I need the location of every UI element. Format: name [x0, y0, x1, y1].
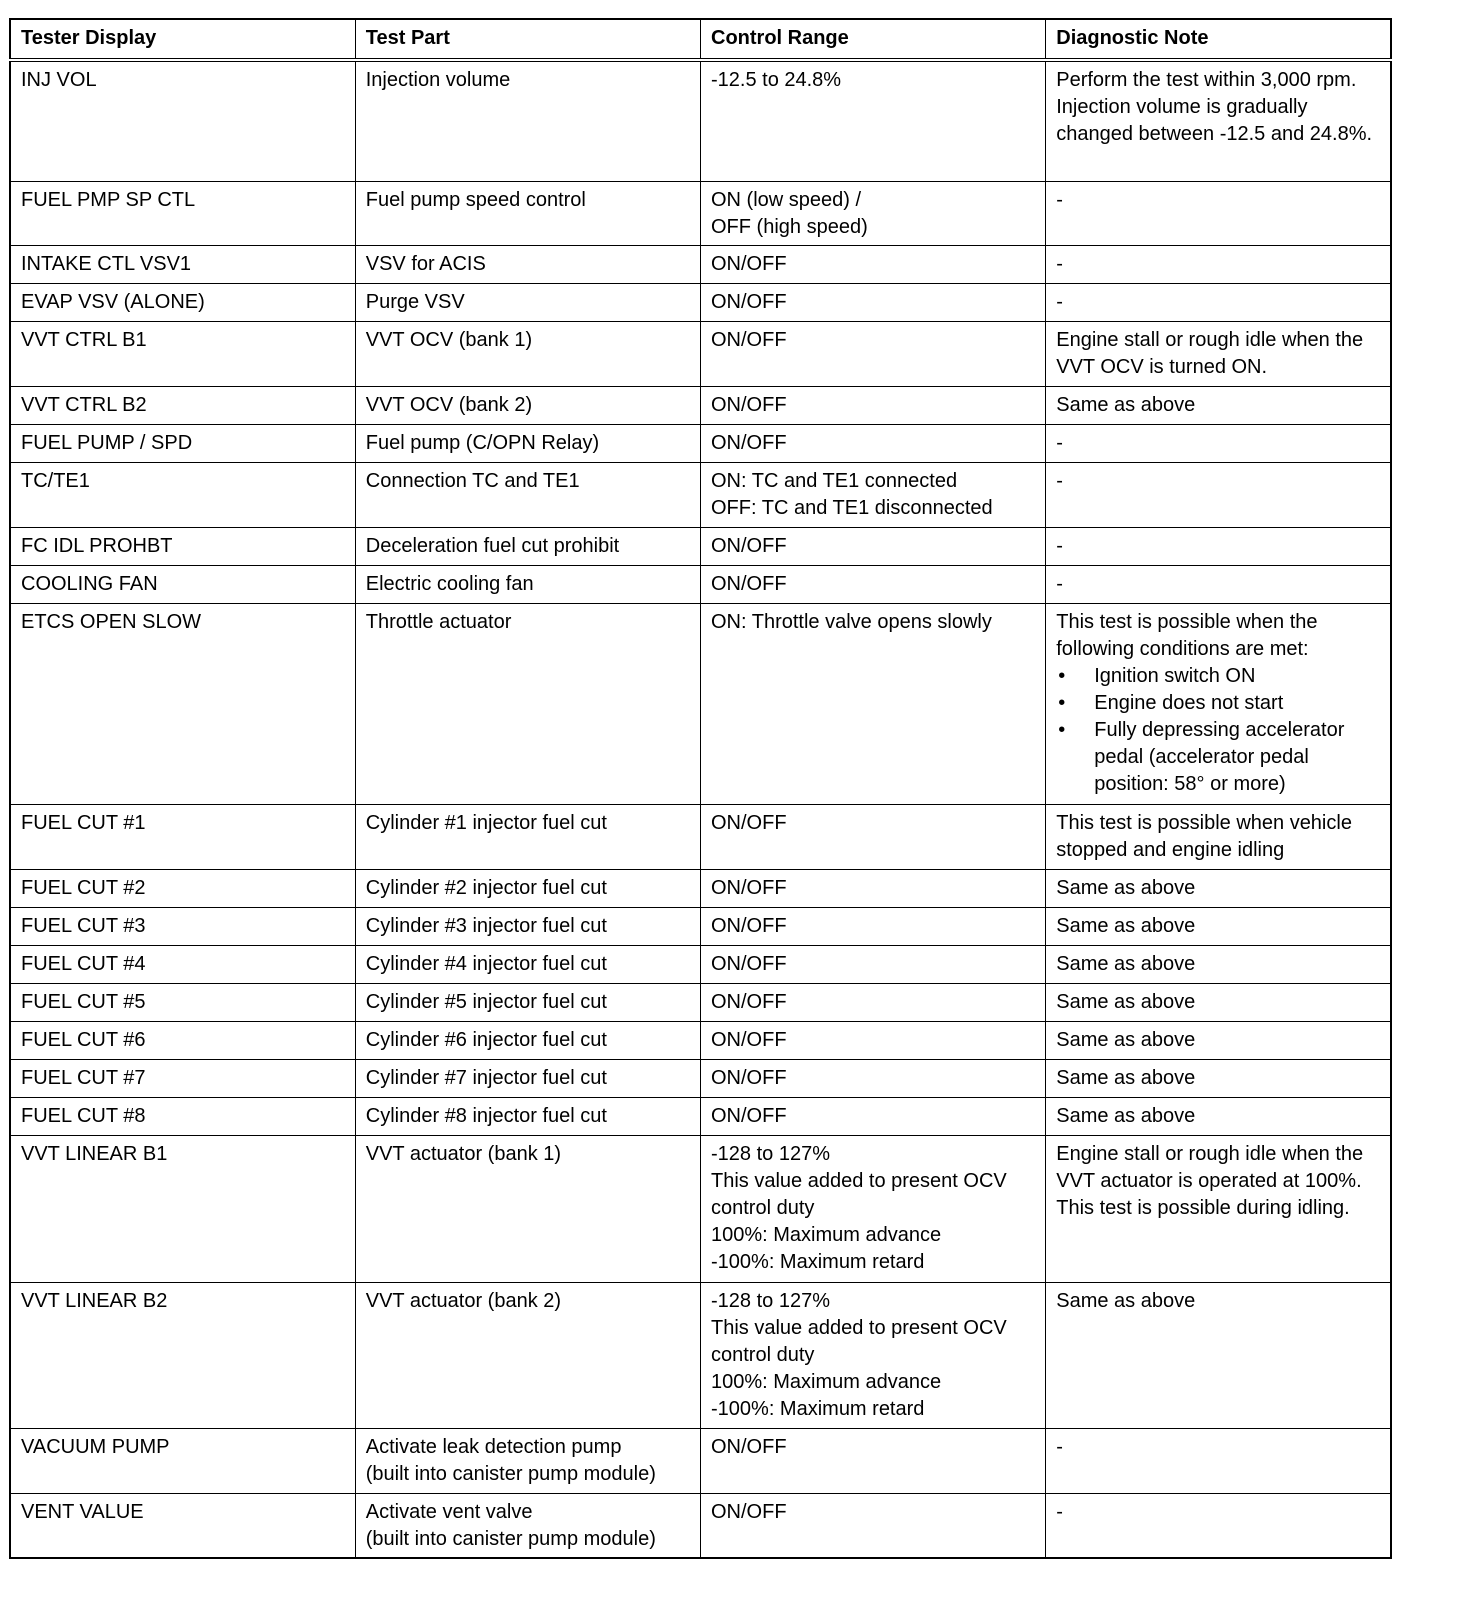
tester-display-cell — [10, 463, 355, 528]
diagnostic-note-cell-text: Same as above — [1056, 1290, 1196, 1312]
tester-display-cell-text: FUEL CUT #8 — [21, 1105, 146, 1127]
test-part-cell-text: Cylinder #7 injector fuel cut — [365, 1067, 607, 1089]
control-range-cell-text: ON/OFF — [711, 432, 787, 454]
control-range-cell-text: ON/OFF — [711, 877, 787, 899]
control-range-cell — [701, 463, 1046, 528]
diagnostic-note-cell — [1046, 1283, 1391, 1429]
tester-display-cell-text: VVT LINEAR B1 — [21, 1143, 168, 1165]
table-row — [10, 1136, 1391, 1283]
tester-display-cell-text: FUEL CUT #4 — [21, 953, 146, 975]
diagnostic-note-cell-text: Engine stall or rough idle when the VVT actuator is operated at 100%. This test is possible during idling. — [1056, 1143, 1364, 1219]
test-part-cell — [355, 908, 700, 946]
diagnostic-note-cell-text: - — [1056, 189, 1063, 211]
tester-display-cell — [10, 387, 355, 425]
tester-display-cell — [10, 566, 355, 604]
test-part-cell-text: Fuel pump speed control — [365, 189, 586, 211]
test-part-cell — [355, 1098, 700, 1136]
test-part-cell-text: VSV for ACIS — [365, 253, 486, 275]
diagnostic-note-cell-text: Same as above — [1056, 915, 1196, 937]
test-part-cell-text: Cylinder #5 injector fuel cut — [365, 991, 607, 1013]
test-part-cell-text: Fuel pump (C/OPN Relay) — [365, 432, 600, 454]
table-row — [10, 566, 1391, 604]
control-range-cell — [701, 284, 1046, 322]
tester-display-cell-text: FUEL PUMP / SPD — [21, 432, 193, 454]
control-range-cell — [701, 604, 1046, 805]
tester-display-cell — [10, 805, 355, 870]
tester-display-cell-text: VACUUM PUMP — [21, 1436, 170, 1458]
header-row — [10, 19, 1391, 60]
test-part-cell — [355, 1283, 700, 1429]
table-row — [10, 182, 1391, 246]
condition-item: • Ignition switch ON — [1056, 663, 1380, 690]
test-part-cell-text: Deceleration fuel cut prohibit — [365, 535, 620, 557]
test-part-cell-text: Throttle actuator — [365, 611, 512, 633]
tester-display-cell-text: VVT CTRL B2 — [21, 394, 147, 416]
tester-display-cell — [10, 528, 355, 566]
tester-display-cell-text: EVAP VSV (ALONE) — [21, 291, 205, 313]
control-range-cell — [701, 805, 1046, 870]
test-part-cell — [355, 870, 700, 908]
diagnostic-note-cell — [1046, 946, 1391, 984]
test-part-cell — [355, 1060, 700, 1098]
control-range-cell — [701, 1136, 1046, 1283]
table-row — [10, 604, 1391, 805]
tester-display-cell-text: FUEL CUT #1 — [21, 812, 146, 834]
tester-display-cell — [10, 1283, 355, 1429]
test-part-cell — [355, 805, 700, 870]
diagnostic-note-cell-text: This test is possible when vehicle stopped and engine idling — [1056, 812, 1352, 861]
control-range-cell-text: ON/OFF — [711, 329, 787, 351]
control-range-cell-text: ON/OFF — [711, 291, 787, 313]
table-row — [10, 528, 1391, 566]
test-part-cell-text: Cylinder #3 injector fuel cut — [365, 915, 607, 937]
diagnostic-note-cell — [1046, 528, 1391, 566]
diagnostic-note-cell — [1046, 1429, 1391, 1494]
diagnostic-note-cell-text: Same as above — [1056, 1067, 1196, 1089]
tester-display-cell-text: FUEL CUT #5 — [21, 991, 146, 1013]
tester-display-cell — [10, 60, 355, 182]
control-range-cell-text: ON/OFF — [711, 1436, 787, 1458]
test-part-cell — [355, 425, 700, 463]
test-part-cell — [355, 182, 700, 246]
test-part-cell — [355, 604, 700, 805]
table-row — [10, 946, 1391, 984]
diagnostic-note-cell — [1046, 246, 1391, 284]
control-range-cell-text: ON/OFF — [711, 953, 787, 975]
tester-display-cell-text: COOLING FAN — [21, 573, 158, 595]
control-range-cell — [701, 246, 1046, 284]
control-range-cell — [701, 566, 1046, 604]
test-part-cell — [355, 246, 700, 284]
control-range-cell — [701, 1098, 1046, 1136]
table-row — [10, 870, 1391, 908]
diagnostic-note-cell-text: Same as above — [1056, 991, 1196, 1013]
table-row — [10, 805, 1391, 870]
control-range-cell-text: ON/OFF — [711, 1067, 787, 1089]
table-row — [10, 387, 1391, 425]
control-range-cell — [701, 1022, 1046, 1060]
condition-item: • Fully depressing accelerator pedal (accelerator pedal position: 58° or more) — [1056, 717, 1380, 798]
diagnostic-note-cell — [1046, 870, 1391, 908]
table-row — [10, 1283, 1391, 1429]
test-part-cell — [355, 284, 700, 322]
diagnostic-note-cell — [1046, 387, 1391, 425]
control-range-cell — [701, 425, 1046, 463]
tester-display-cell-text: FUEL PMP SP CTL — [21, 189, 196, 211]
diagnostic-note-cell-text: - — [1056, 535, 1063, 557]
tester-display-cell — [10, 1060, 355, 1098]
table-row — [10, 425, 1391, 463]
control-range-cell — [701, 908, 1046, 946]
diagnostic-note-cell-text: Same as above — [1056, 1029, 1196, 1051]
tester-display-cell-text: VENT VALUE — [21, 1501, 144, 1523]
tester-display-cell — [10, 246, 355, 284]
control-range-cell-text: ON: TC and TE1 connected OFF: TC and TE1 disconnected — [711, 470, 993, 519]
diagnostic-note-cell — [1046, 1136, 1391, 1283]
tester-display-cell-text: FUEL CUT #7 — [21, 1067, 146, 1089]
control-range-cell — [701, 182, 1046, 246]
diagnostic-note-cell — [1046, 908, 1391, 946]
diagnostic-note-cell — [1046, 604, 1391, 805]
test-part-cell — [355, 322, 700, 387]
table-row — [10, 984, 1391, 1022]
table-row — [10, 908, 1391, 946]
table-row — [10, 1429, 1391, 1494]
diagnostic-note-cell — [1046, 1494, 1391, 1559]
control-range-cell-text: -128 to 127% This value added to present OCV control duty 100%: Maximum advance -100%: Maximum retard — [711, 1290, 1007, 1420]
tester-display-cell-text: FUEL CUT #2 — [21, 877, 146, 899]
test-part-cell-text: Cylinder #4 injector fuel cut — [365, 953, 607, 975]
control-range-cell-text: -12.5 to 24.8% — [711, 69, 842, 91]
tester-display-cell — [10, 908, 355, 946]
header-control-range: Control Range — [701, 19, 1046, 60]
control-range-cell — [701, 1494, 1046, 1559]
table-row — [10, 1022, 1391, 1060]
table-row — [10, 1060, 1391, 1098]
diagnostic-note-cell-text: - — [1056, 291, 1063, 313]
test-part-cell-text: Electric cooling fan — [365, 573, 534, 595]
table-row — [10, 1098, 1391, 1136]
diagnostic-note-cell-text: Same as above — [1056, 877, 1196, 899]
diagnostic-note-cell — [1046, 984, 1391, 1022]
test-part-cell-text: Cylinder #2 injector fuel cut — [365, 877, 607, 899]
control-range-cell — [701, 984, 1046, 1022]
test-part-cell-text: VVT OCV (bank 2) — [365, 394, 533, 416]
test-part-cell-text: Cylinder #6 injector fuel cut — [365, 1029, 607, 1051]
diagnostic-note-cell-text: Perform the test within 3,000 rpm. Injection volume is gradually changed between -12.5 and 24.8%. — [1056, 69, 1373, 145]
tester-display-cell-text: VVT LINEAR B2 — [21, 1290, 168, 1312]
diagnostic-note-cell — [1046, 182, 1391, 246]
test-part-cell-text: Injection volume — [365, 69, 511, 91]
diagnostic-note-cell — [1046, 60, 1391, 182]
table-row — [10, 322, 1391, 387]
tester-display-cell-text: INTAKE CTL VSV1 — [21, 253, 192, 275]
table-row — [10, 463, 1391, 528]
diagnostic-note-cell-text: Engine stall or rough idle when the VVT OCV is turned ON. — [1056, 329, 1364, 378]
test-part-cell — [355, 528, 700, 566]
tester-display-cell-text: FC IDL PROHBT — [21, 535, 173, 557]
diagnostic-note-cell-text: - — [1056, 1436, 1063, 1458]
diagnostic-note-cell — [1046, 425, 1391, 463]
tester-display-cell — [10, 870, 355, 908]
table-row — [10, 246, 1391, 284]
condition-item: • Engine does not start — [1056, 690, 1380, 717]
diagnostic-note-cell-text: - — [1056, 253, 1063, 275]
tester-display-cell — [10, 604, 355, 805]
diagnostic-note-cell-text: Same as above — [1056, 394, 1196, 416]
control-range-cell-text: ON/OFF — [711, 1029, 787, 1051]
tester-display-cell — [10, 284, 355, 322]
test-part-cell — [355, 946, 700, 984]
diagnostic-note-cell — [1046, 805, 1391, 870]
tester-display-cell — [10, 1429, 355, 1494]
diagnostic-note-cell-text: - — [1056, 573, 1063, 595]
test-part-cell-text: Cylinder #1 injector fuel cut — [365, 812, 607, 834]
control-range-cell — [701, 870, 1046, 908]
control-range-cell-text: ON/OFF — [711, 991, 787, 1013]
tester-display-cell — [10, 1098, 355, 1136]
control-range-cell-text: ON: Throttle valve opens slowly — [711, 611, 992, 633]
tester-display-cell-text: VVT CTRL B1 — [21, 329, 147, 351]
tester-display-cell — [10, 182, 355, 246]
control-range-cell-text: -128 to 127% This value added to present OCV control duty 100%: Maximum advance -100%: Maximum retard — [711, 1143, 1007, 1273]
tester-display-cell — [10, 984, 355, 1022]
condition-list — [1056, 663, 1380, 798]
diagnostic-note-cell — [1046, 463, 1391, 528]
diagnostic-note-cell-text: Same as above — [1056, 953, 1196, 975]
test-part-cell-text: Cylinder #8 injector fuel cut — [365, 1105, 607, 1127]
test-part-cell — [355, 387, 700, 425]
tester-display-cell — [10, 425, 355, 463]
diagnostic-note-cell-text: Same as above — [1056, 1105, 1196, 1127]
control-range-cell-text: ON/OFF — [711, 535, 787, 557]
test-part-cell-text: Activate leak detection pump (built into canister pump module) — [365, 1436, 656, 1485]
control-range-cell — [701, 60, 1046, 182]
diagnostic-note-cell — [1046, 1022, 1391, 1060]
table-row — [10, 1494, 1391, 1559]
tester-display-cell-text: ETCS OPEN SLOW — [21, 611, 202, 633]
diagnostic-note-cell-text: - — [1056, 1501, 1063, 1523]
active-test-table — [9, 18, 1392, 1559]
control-range-cell-text: ON/OFF — [711, 1501, 787, 1523]
control-range-cell-text: ON/OFF — [711, 1105, 787, 1127]
diagnostic-note-cell — [1046, 1060, 1391, 1098]
control-range-cell-text: ON/OFF — [711, 915, 787, 937]
control-range-cell — [701, 528, 1046, 566]
test-part-cell — [355, 1494, 700, 1559]
control-range-cell-text: ON (low speed) / OFF (high speed) — [711, 189, 868, 238]
control-range-cell — [701, 946, 1046, 984]
tester-display-cell — [10, 1136, 355, 1283]
control-range-cell-text: ON/OFF — [711, 573, 787, 595]
diagnostic-note-cell — [1046, 566, 1391, 604]
control-range-cell — [701, 322, 1046, 387]
tester-display-cell-text: FUEL CUT #6 — [21, 1029, 146, 1051]
tester-display-cell — [10, 1494, 355, 1559]
test-part-cell — [355, 463, 700, 528]
diagnostic-note-cell — [1046, 284, 1391, 322]
control-range-cell — [701, 387, 1046, 425]
tester-display-cell — [10, 1022, 355, 1060]
tester-display-cell-text: TC/TE1 — [21, 470, 90, 492]
test-part-cell — [355, 984, 700, 1022]
test-part-cell — [355, 1022, 700, 1060]
header-diagnostic-note: Diagnostic Note — [1046, 19, 1391, 60]
header-test-part: Test Part — [355, 19, 700, 60]
test-part-cell-text: VVT OCV (bank 1) — [365, 329, 533, 351]
test-part-cell-text: Activate vent valve (built into canister pump module) — [365, 1501, 656, 1550]
test-part-cell — [355, 60, 700, 182]
diagnostic-note-cell-text: - — [1056, 432, 1063, 454]
test-part-cell — [355, 566, 700, 604]
table-row — [10, 60, 1391, 182]
table-row — [10, 284, 1391, 322]
tester-display-cell — [10, 946, 355, 984]
header-tester-display: Tester Display — [10, 19, 355, 60]
test-part-cell — [355, 1136, 700, 1283]
tester-display-cell-text: FUEL CUT #3 — [21, 915, 146, 937]
diagnostic-note-cell — [1046, 1098, 1391, 1136]
control-range-cell — [701, 1283, 1046, 1429]
test-part-cell — [355, 1429, 700, 1494]
test-part-cell-text: VVT actuator (bank 1) — [365, 1143, 562, 1165]
test-part-cell-text: VVT actuator (bank 2) — [365, 1290, 562, 1312]
diagnostic-note-cell-text: This test is possible when the following conditions are met: — [1056, 611, 1318, 660]
control-range-cell — [701, 1060, 1046, 1098]
control-range-cell-text: ON/OFF — [711, 394, 787, 416]
control-range-cell-text: ON/OFF — [711, 253, 787, 275]
diagnostic-note-cell — [1046, 322, 1391, 387]
diagnostic-note-cell-text: - — [1056, 470, 1063, 492]
tester-display-cell — [10, 322, 355, 387]
test-part-cell-text: Connection TC and TE1 — [365, 470, 580, 492]
control-range-cell-text: ON/OFF — [711, 812, 787, 834]
test-part-cell-text: Purge VSV — [365, 291, 465, 313]
tester-display-cell-text: INJ VOL — [21, 69, 97, 91]
control-range-cell — [701, 1429, 1046, 1494]
